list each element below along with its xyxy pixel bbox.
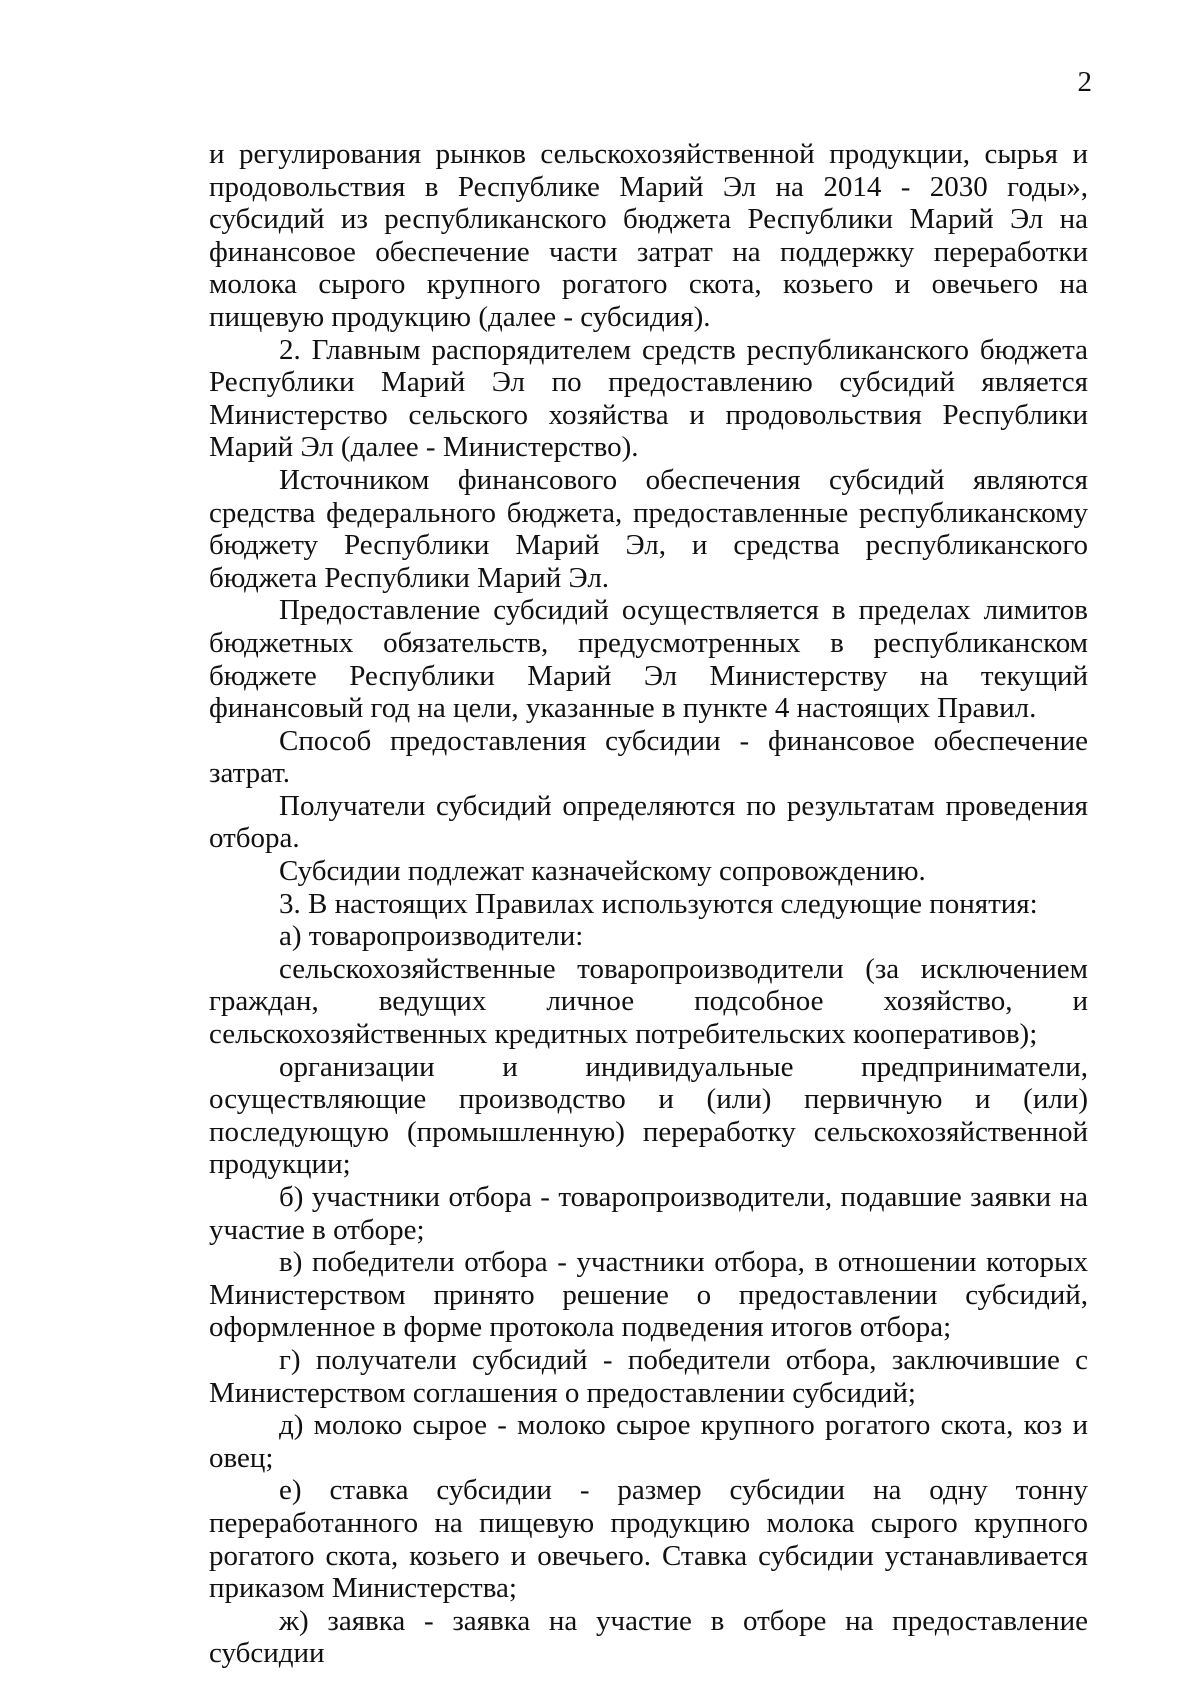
page-number: 2 [1077,66,1092,98]
definition-zh-application: ж) заявка - заявка на участие в отборе на предоставление субсидии [209,1604,1088,1670]
definition-e-subsidy-rate: е) ставка субсидии - размер субсидии на одну тонну переработанного на пищевую продукцию молока сырого крупного рогатого скота, козьего и овечьего. Ставка субсидии устанавливается приказом Министерства; [209,1474,1088,1605]
paragraph-3-definitions-intro: 3. В настоящих Правилах используются следующие понятия: [279,887,1038,920]
paragraph-subsidy-method: Способ предоставления субсидии - финансовое обеспечение затрат. [209,724,1088,790]
definition-a-producers: а) товаропроизводители: [279,920,584,953]
definition-d-raw-milk: д) молоко сырое - молоко сырое крупного рогатого скота, коз и овец; [209,1409,1088,1474]
paragraph-treasury-support: Субсидии подлежат казначейскому сопровождению. [279,855,926,888]
definition-a-agricultural-producers: сельскохозяйственные товаропроизводители (за исключением граждан, ведущих личное подсобное хозяйство, и сельскохозяйственных кредитных потребительских кооперативов); [209,952,1088,1051]
paragraph-2-chief-administrator: 2. Главным распорядителем средств республиканского бюджета Республики Марий Эл по предоставлению субсидий является Министерство сельского хозяйства и продовольствия Республики Марий Эл (далее - Министерство). [209,333,1088,464]
definition-v-winners: в) победители отбора - участники отбора, в отношении которых Министерством принято решение о предоставлении субсидий, оформленное в форме протокола подведения итогов отбора; [209,1246,1088,1344]
paragraph-recipients-selection: Получатели субсидий определяются по результатам проведения отбора. [209,789,1088,855]
paragraph-funding-source: Источником финансового обеспечения субсидий являются средства федерального бюджета, предоставленные республиканскому бюджету Республики Марий Эл, и средства республиканского бюджета Республики Марий Эл. [209,463,1088,594]
definition-g-recipients: г) получатели субсидий - победители отбора, заключившие с Министерством соглашения о предоставлении субсидий; [209,1343,1088,1409]
paragraph-1-continuation: и регулирования рынков сельскохозяйственной продукции, сырья и продовольствия в Республике Марий Эл на 2014 - 2030 годы», субсидий из республиканского бюджета Республики Марий Эл на финансовое обеспечение части затрат на поддержку переработки молока сырого крупного рогатого скота, козьего и овечьего на пищевую продукцию (далее - субсидия). [209,138,1088,333]
definition-a-organizations: организации и индивидуальные предприниматели, осуществляющие производство и (или) первичную и (или) последующую (промышленную) переработку сельскохозяйственной продукции; [209,1050,1088,1181]
definition-b-participants: б) участники отбора - товаропроизводители, подавшие заявки на участие в отборе; [209,1181,1088,1246]
document-body [209,138,1088,1670]
paragraph-budget-limits: Предоставление субсидий осуществляется в пределах лимитов бюджетных обязательств, предусмотренных в республиканском бюджете Республики Марий Эл Министерству на текущий финансовый год на цели, указанные в пункте 4 настоящих Правил. [209,594,1088,725]
